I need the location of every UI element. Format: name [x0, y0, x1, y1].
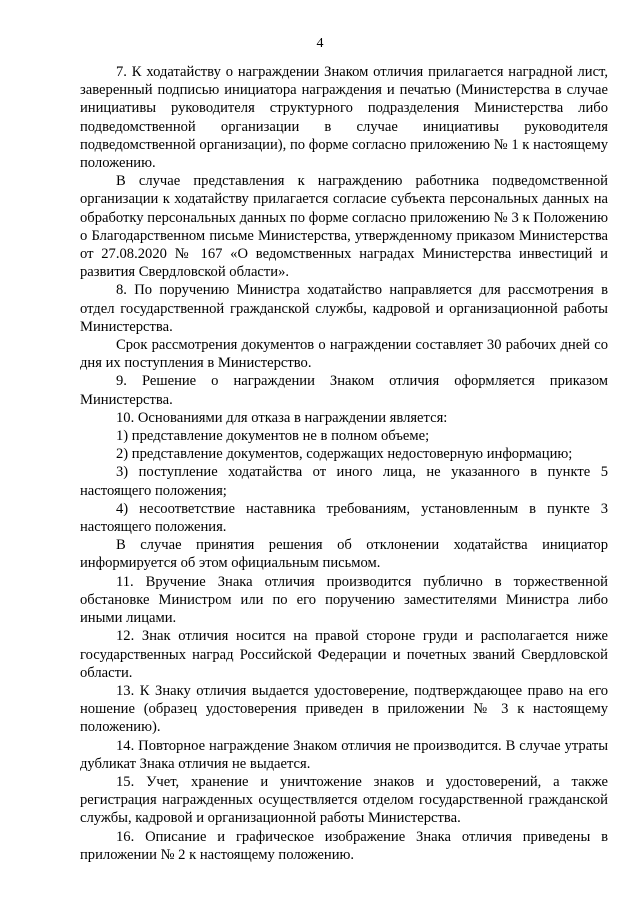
page-number: 4 [316, 36, 324, 51]
paragraph-11-presentation: 11. Вручение Знака отличия производится публично в торжественной обстановке Министром или по его поручению заместителями Министра либо иными лицами. [80, 573, 608, 627]
paragraph-8-routing: 8. По поручению Министра ходатайство направляется для рассмотрения в отдел государственной гражданской службы, кадровой и организационной работы Министерства. [80, 282, 608, 335]
paragraph-review-period: Срок рассмотрения документов о награждении составляет 30 рабочих дней со дня их поступления в Министерство. [80, 337, 608, 372]
paragraph-12-wearing: 12. Знак отличия носится на правой стороне груди и располагается ниже государственных наград Российской Федерации и почетных званий Свердловской области. [80, 628, 608, 681]
list-item-refusal-2: 2) представление документов, содержащих недостоверную информацию; [116, 446, 573, 463]
list-item-refusal-1: 1) представление документов не в полном объеме; [116, 428, 430, 445]
paragraph-14-repeat-award: 14. Повторное награждение Знаком отличия не производится. В случае утраты дубликат Знака отличия не выдается. [80, 737, 608, 772]
paragraph-13-certificate: 13. К Знаку отличия выдается удостоверение, подтверждающее право на его ношение (образец удостоверения приведен в приложении № 3 к настоящему положению). [80, 682, 608, 736]
paragraph-personal-data-consent: В случае представления к награждению работника подведомственной организации к ходатайству прилагается согласие субъекта персональных данных на обработку персональных данных по форме согласно приложению № 3 к Положению о Благодарственном письме Министерства, утвержденному приказом Министерства от 27.08.2020 № 167 «О ведомственных наградах Министерства инвестиций и развития Свердловской области». [80, 173, 608, 281]
paragraph-7-attachments: 7. К ходатайству о награждении Знаком отличия прилагается наградной лист, заверенный подписью инициатора награждения и печатью (Министерства в случае инициативы руководителя структурного подразделения Министерства либо подведомственной организации в случае инициативы руководителя подведомственной организации), по форме согласно приложению № 1 к настоящему положению. [80, 64, 608, 172]
document-body [80, 63, 608, 864]
paragraph-9-decision: 9. Решение о награждении Знаком отличия оформляется приказом Министерства. [80, 373, 608, 408]
paragraph-rejection-notice: В случае принятия решения об отклонении ходатайства инициатор информируется об этом официальным письмом. [80, 537, 608, 572]
paragraph-10-refusal-grounds: 10. Основаниями для отказа в награждении является: [116, 409, 448, 426]
paragraph-15-accounting: 15. Учет, хранение и уничтожение знаков и удостоверений, а также регистрация награжденных осуществляется отделом государственной гражданской службы, кадровой и организационной работы Министерства. [80, 773, 608, 827]
list-item-refusal-3: 3) поступление ходатайства от иного лица, не указанного в пункте 5 настоящего положения; [80, 464, 608, 499]
paragraph-16-description: 16. Описание и графическое изображение Знака отличия приведены в приложении № 2 к настоящему положению. [80, 828, 608, 863]
list-item-refusal-4: 4) несоответствие наставника требованиям, установленным в пункте 3 настоящего положения. [80, 500, 608, 536]
